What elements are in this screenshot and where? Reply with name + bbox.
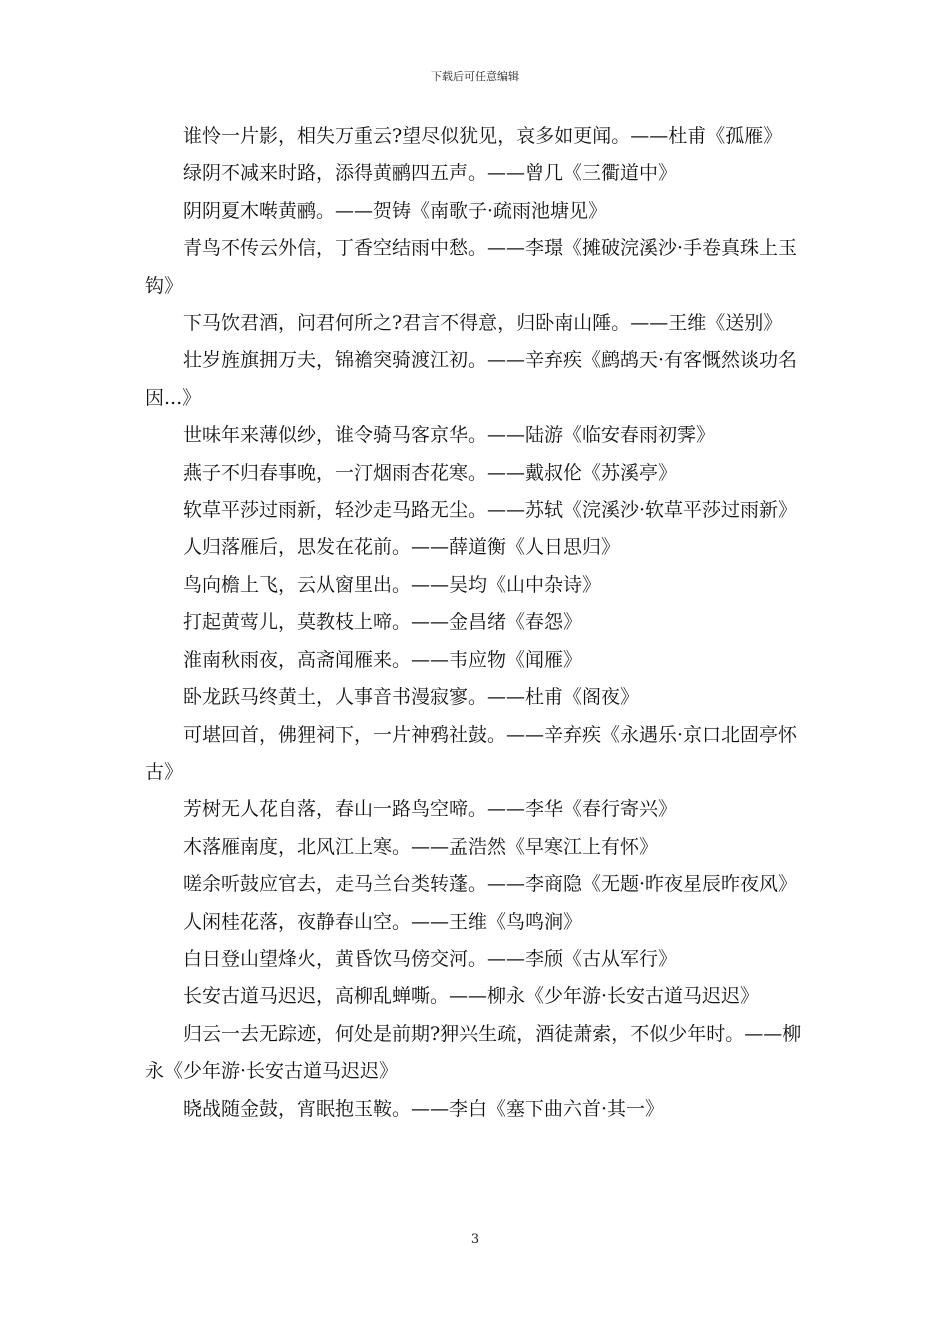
poem-line: 谁怜一片影，相失万重云?望尽似犹见，哀多如更闻。——杜甫《孤雁》 [183, 125, 783, 147]
poem-line: 燕子不归春事晚，一汀烟雨杏花寒。——戴叔伦《苏溪亭》 [183, 461, 678, 484]
poem-line: 芳树无人花自落，春山一路鸟空啼。——李华《春行寄兴》 [183, 798, 678, 821]
poem-line: 卧龙跃马终黄土，人事音书漫寂寥。——杜甫《阁夜》 [183, 686, 640, 709]
poem-line: 白日登山望烽火，黄昏饮马傍交河。——李颀《古从军行》 [183, 947, 678, 970]
poem-line: 阴阴夏木啭黄鹂。——贺铸《南歌子·疏雨池塘见》 [183, 199, 608, 222]
poem-line: 青鸟不传云外信，丁香空结雨中愁。——李璟《摊破浣溪沙·手卷真珠上玉钩》 [145, 237, 798, 297]
poem-line: 淮南秋雨夜，高斋闻雁来。——韦应物《闻雁》 [183, 648, 583, 671]
poem-line: 长安古道马迟迟，高柳乱蝉嘶。——柳永《少年游·长安古道马迟迟》 [183, 985, 760, 1008]
poem-line: 人归落雁后，思发在花前。——薛道衡《人日思归》 [183, 536, 621, 559]
poem-line: 鸟向檐上飞，云从窗里出。——吴均《山中杂诗》 [183, 573, 602, 596]
poem-line: 下马饮君酒，问君何所之?君言不得意，归卧南山陲。——王维《送别》 [183, 312, 783, 335]
poem-line: 绿阴不减来时路，添得黄鹂四五声。——曾几《三衢道中》 [183, 162, 678, 185]
poem-line: 晓战随金鼓，宵眠抱玉鞍。——李白《塞下曲六首·其一》 [183, 1097, 665, 1120]
poem-line: 软草平莎过雨新，轻沙走马路无尘。——苏轼《浣溪沙·软草平莎过雨新》 [183, 499, 798, 522]
poem-line: 归云一去无踪迹，何处是前期?狎兴生疏，酒徒萧索，不似少年时。——柳永《少年游·长安古道马迟迟》 [145, 1022, 802, 1083]
poem-list [145, 118, 810, 1128]
page-number: 3 [470, 1232, 480, 1247]
poem-line: 壮岁旌旗拥万夫，锦襜突骑渡江初。——辛弃疾《鹧鸪天·有客慨然谈功名因...》 [145, 349, 798, 409]
poem-line: 可堪回首，佛狸祠下，一片神鸦社鼓。——辛弃疾《永遇乐·京口北固亭怀古》 [145, 723, 798, 783]
poem-line: 木落雁南度，北风江上寒。——孟浩然《早寒江上有怀》 [183, 835, 659, 858]
poem-line: 世味年来薄似纱，谁令骑马客京华。——陆游《临安春雨初霁》 [183, 424, 716, 447]
page-header: 下载后可任意编辑 [431, 70, 519, 83]
poem-line: 嗟余听鼓应官去，走马兰台类转蓬。——李商隐《无题·昨夜星辰昨夜风》 [183, 873, 798, 896]
poem-line: 打起黄莺儿，莫教枝上啼。——金昌绪《春怨》 [183, 611, 583, 634]
poem-line: 人闲桂花落，夜静春山空。——王维《鸟鸣涧》 [183, 910, 583, 933]
